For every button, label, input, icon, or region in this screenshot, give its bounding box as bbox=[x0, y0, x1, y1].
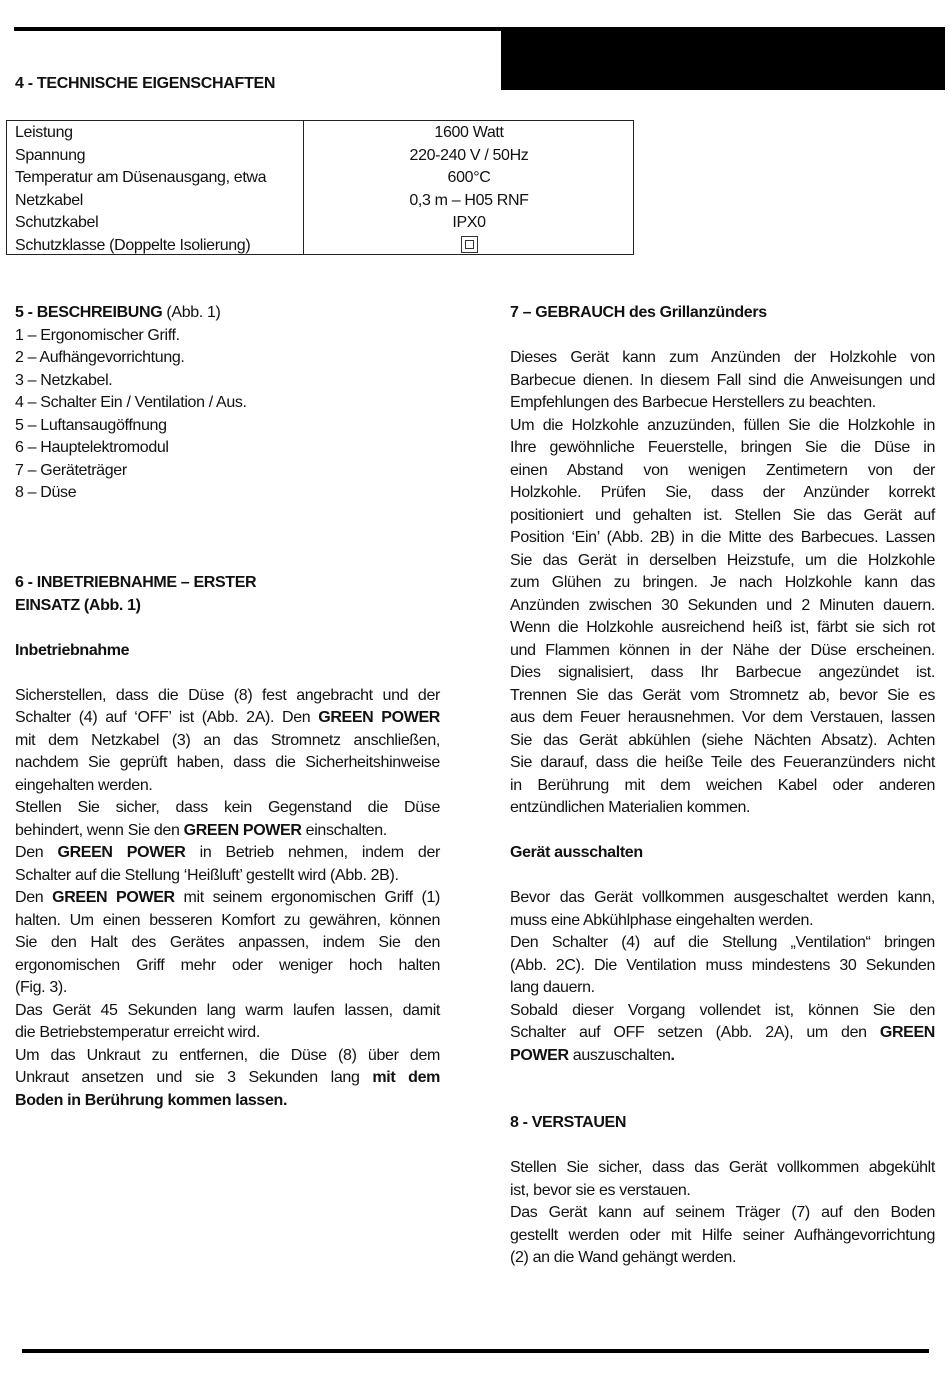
paragraph-line: Holzkohle. Prüfen Sie, dass der Anzünder korrekt bbox=[510, 484, 935, 501]
list-item: 5 – Luftansaugöffnung bbox=[15, 416, 167, 434]
paragraph-line: Sie darauf, dass die heiße Teile des Feueranzünders nicht bbox=[510, 754, 935, 771]
list-item: 6 – Hauptelektromodul bbox=[15, 439, 169, 456]
spec-value: 220-240 V / 50Hz bbox=[409, 146, 529, 164]
spec-values bbox=[304, 122, 634, 257]
paragraph-line: Sie den Halt des Gerätes anpassen, indem Sie den bbox=[15, 934, 440, 951]
paragraph-line: Sobald dieser Vorgang vollendet ist, können Sie den bbox=[510, 1001, 935, 1019]
paragraph-line: ergonomischen Griff mehr oder weniger hoch halten bbox=[15, 956, 440, 974]
list-item: 7 – Geräteträger bbox=[15, 461, 127, 479]
list-item: 4 – Schalter Ein / Ventilation / Aus. bbox=[15, 394, 247, 411]
paragraph-line: eingehalten werden. bbox=[15, 776, 153, 794]
paragraph-line: Wenn die Holzkohle ausreichend heiß ist, färbt sie sich rot bbox=[510, 619, 935, 636]
paragraph-line: Stellen Sie sicher, dass das Gerät vollkommen abgekühlt bbox=[510, 1159, 935, 1176]
header-black-box bbox=[501, 27, 945, 90]
spec-value: 0,3 m – H05 RNF bbox=[409, 191, 529, 209]
spec-label: Schutzkabel bbox=[15, 214, 99, 231]
paragraph-line: Sicherstellen, dass die Düse (8) fest angebracht und der bbox=[15, 686, 440, 704]
paragraph-line: Um das Unkraut zu entfernen, die Düse (8) über dem bbox=[15, 1046, 440, 1064]
paragraph-line: Trennen Sie das Gerät vom Stromnetz ab, bevor Sie es bbox=[510, 686, 935, 704]
paragraph-line: behindert, wenn Sie den GREEN POWER einschalten. bbox=[15, 821, 387, 839]
paragraph-line: Sie das Gerät in derselben Heizstufe, um die Holzkohle bbox=[510, 551, 935, 569]
section-7-title: 7 – GEBRAUCH des Grillanzünders bbox=[510, 304, 767, 321]
paragraph-line: muss eine Abkühlphase eingehalten werden. bbox=[510, 911, 814, 929]
paragraph-line: Um die Holzkohle anzuzünden, füllen Sie die Holzkohle in bbox=[510, 416, 935, 434]
spec-label: Leistung bbox=[15, 124, 73, 141]
paragraph-line: Schalter auf OFF setzen (Abb. 2A), um den GREEN bbox=[510, 1024, 935, 1041]
paragraph-line: gestellt werden oder mit Hilfe seiner Aufhängevorrichtung bbox=[510, 1226, 935, 1244]
paragraph-line: Ihre gewöhnliche Feuerstelle, bringen Sie die Düse in bbox=[510, 439, 935, 456]
paragraph-line: Stellen Sie sicher, dass kein Gegenstand die Düse bbox=[15, 799, 440, 816]
paragraph-line: entzündlichen Materialien kommen. bbox=[510, 799, 751, 816]
paragraph-line: in Berührung mit dem weichen Kabel oder anderen bbox=[510, 776, 935, 794]
footer-rule bbox=[22, 1349, 929, 1353]
spec-value-class-ii bbox=[304, 235, 634, 258]
paragraph-line: Boden in Berührung kommen lassen. bbox=[15, 1091, 288, 1109]
spec-label: Schutzklasse (Doppelte Isolierung) bbox=[15, 236, 251, 254]
paragraph-line: die Betriebstemperatur erreicht wird. bbox=[15, 1024, 260, 1041]
paragraph-line: Das Gerät 45 Sekunden lang warm laufen lassen, damit bbox=[15, 1001, 440, 1019]
paragraph-line: Barbecue dienen. In diesem Fall sind die Anweisungen und bbox=[510, 371, 935, 389]
spec-label: Netzkabel bbox=[15, 191, 83, 209]
paragraph-line: Bevor das Gerät vollkommen ausgeschaltet werden kann, bbox=[510, 889, 935, 906]
paragraph-line: (2) an die Wand gehängt werden. bbox=[510, 1249, 737, 1266]
paragraph-line: positioniert und gehalten ist. Stellen Sie das Gerät auf bbox=[510, 506, 935, 524]
spec-value: 600°C bbox=[447, 169, 491, 186]
paragraph-line: Position ‘Ein’ (Abb. 2B) in die Mitte des Barbecues. Lassen bbox=[510, 529, 935, 546]
header-rule bbox=[14, 27, 504, 31]
paragraph-line: Den Schalter (4) auf die Stellung „Ventilation“ bringen bbox=[510, 934, 935, 951]
section-5-title: 5 - BESCHREIBUNG (Abb. 1) bbox=[15, 304, 221, 321]
paragraph-line: Dies signalisiert, dass Ihr Barbecue angezündet ist. bbox=[510, 664, 935, 681]
spec-value: 1600 Watt bbox=[434, 124, 504, 141]
paragraph-line: Schalter auf die Stellung ‘Heißluft’ gestellt wird (Abb. 2B). bbox=[15, 866, 399, 884]
paragraph-line: ist, bevor sie es verstauen. bbox=[510, 1181, 691, 1199]
spec-table bbox=[6, 120, 634, 255]
paragraph-line: (Fig. 3). bbox=[15, 979, 67, 996]
paragraph-line: POWER auszuschalten. bbox=[510, 1046, 675, 1064]
paragraph-line: aus dem Feuer herausnehmen. Vor dem Verstauen, lassen bbox=[510, 709, 935, 726]
spec-value: IPX0 bbox=[452, 214, 486, 231]
paragraph-line: zum Glühen zu bringen. Je nach Holzkohle kann das bbox=[510, 574, 935, 591]
paragraph-line: Unkraut ansetzen und sie 3 Sekunden lang mit dem bbox=[15, 1069, 440, 1086]
spec-labels bbox=[15, 122, 300, 257]
paragraph-line: Den GREEN POWER in Betrieb nehmen, indem der bbox=[15, 844, 440, 861]
left-column bbox=[15, 302, 440, 1112]
section-6-title: 6 - INBETRIEBNAHME – ERSTER bbox=[15, 574, 257, 591]
spec-label: Spannung bbox=[15, 146, 86, 164]
paragraph-line: mit dem Netzkabel (3) an das Stromnetz anschließen, bbox=[15, 731, 440, 749]
spec-label: Temperatur am Düsenausgang, etwa bbox=[15, 169, 267, 186]
list-item: 3 – Netzkabel. bbox=[15, 371, 113, 389]
right-column bbox=[510, 302, 935, 1270]
section-6-subtitle: Inbetriebnahme bbox=[15, 641, 130, 659]
paragraph-line: Schalter (4) auf ‘OFF’ ist (Abb. 2A). Den GREEN POWER bbox=[15, 709, 440, 726]
paragraph-line: Anzünden zwischen 30 Sekunden und 2 Minuten dauern. bbox=[510, 596, 935, 614]
section-8-title: 8 - VERSTAUEN bbox=[510, 1114, 627, 1131]
paragraph-line: halten. Um einen besseren Komfort zu gewähren, können bbox=[15, 911, 440, 929]
paragraph-line: Das Gerät kann auf seinem Träger (7) auf den Boden bbox=[510, 1204, 935, 1221]
paragraph-line: Empfehlungen des Barbecue Herstellers zu beachten. bbox=[510, 394, 876, 411]
list-item: 8 – Düse bbox=[15, 484, 77, 501]
section-7-subtitle: Gerät ausschalten bbox=[510, 844, 643, 861]
paragraph-line: Den GREEN POWER mit seinem ergonomischen Griff (1) bbox=[15, 889, 440, 906]
double-insulation-icon bbox=[461, 236, 478, 253]
list-item: 2 – Aufhängevorrichtung. bbox=[15, 349, 185, 366]
section-6-title-cont: EINSATZ (Abb. 1) bbox=[15, 596, 141, 614]
paragraph-line: nachdem Sie geprüft haben, dass die Sicherheitshinweise bbox=[15, 754, 440, 771]
paragraph-line: (Abb. 2C). Die Ventilation muss mindestens 30 Sekunden bbox=[510, 956, 935, 974]
paragraph-line: einen Abstand von wenigen Zentimetern von der bbox=[510, 461, 935, 479]
paragraph-line: und Flammen können in der Nähe der Düse erscheinen. bbox=[510, 641, 935, 659]
paragraph-line: Dieses Gerät kann zum Anzünden der Holzkohle von bbox=[510, 349, 935, 366]
section-4-title: 4 - TECHNISCHE EIGENSCHAFTEN bbox=[15, 75, 276, 92]
paragraph-line: Sie das Gerät abkühlen (siehe Nächten Absatz). Achten bbox=[510, 731, 935, 749]
paragraph-line: lang dauern. bbox=[510, 979, 595, 996]
list-item: 1 – Ergonomischer Griff. bbox=[15, 326, 180, 344]
